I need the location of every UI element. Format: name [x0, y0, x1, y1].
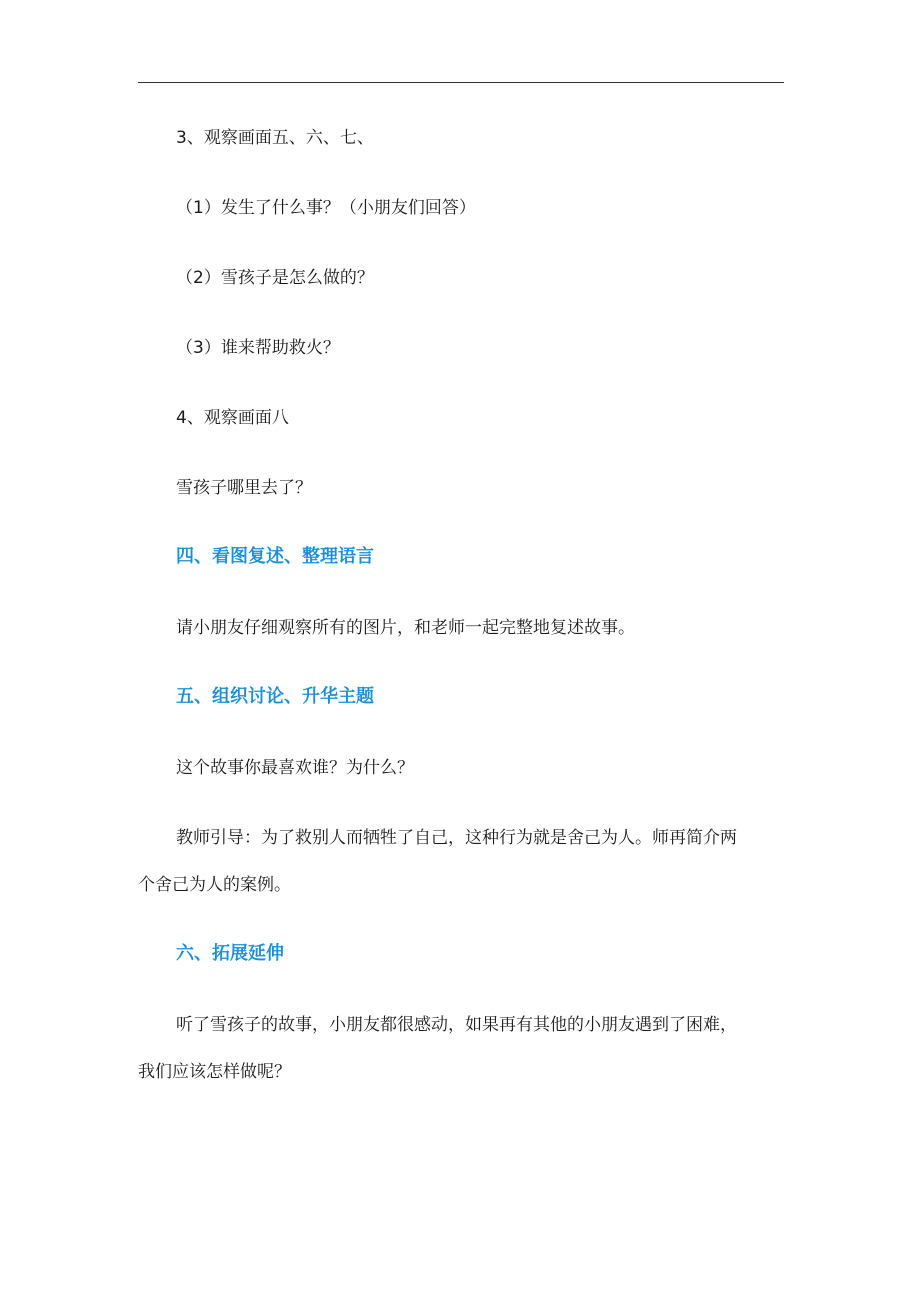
question-3-text: （3）谁来帮助救火？ [176, 338, 340, 358]
step-4-question-text: 雪孩子哪里去了？ [176, 478, 312, 498]
section-4-heading: 四、看图复述、整理语言 [176, 546, 374, 567]
question-1-text: （1）发生了什么事？（小朋友们回答） [176, 198, 476, 218]
question-2-text: （2）雪孩子是怎么做的？ [176, 268, 374, 288]
step-4-text: 4、观察画面八 [176, 408, 289, 428]
section-6-heading: 六、拓展延伸 [176, 943, 284, 964]
header-rule [138, 82, 784, 83]
section-6-body-line-2: 我们应该怎样做呢？ [138, 1062, 291, 1082]
section-5-guide-line-2: 个舍己为人的案例。 [138, 875, 291, 895]
section-5-question: 这个故事你最喜欢谁？为什么？ [176, 758, 414, 778]
section-6-body-line-1: 听了雪孩子的故事，小朋友都很感动，如果再有其他的小朋友遇到了困难， [176, 1015, 737, 1035]
step-3-text: 3、观察画面五、六、七、 [176, 128, 374, 148]
section-5-guide-line-1: 教师引导：为了救别人而牺牲了自己，这种行为就是舍己为人。师再简介两 [176, 828, 737, 848]
section-4-body: 请小朋友仔细观察所有的图片，和老师一起完整地复述故事。 [176, 618, 635, 638]
section-5-heading: 五、组织讨论、升华主题 [176, 686, 374, 707]
